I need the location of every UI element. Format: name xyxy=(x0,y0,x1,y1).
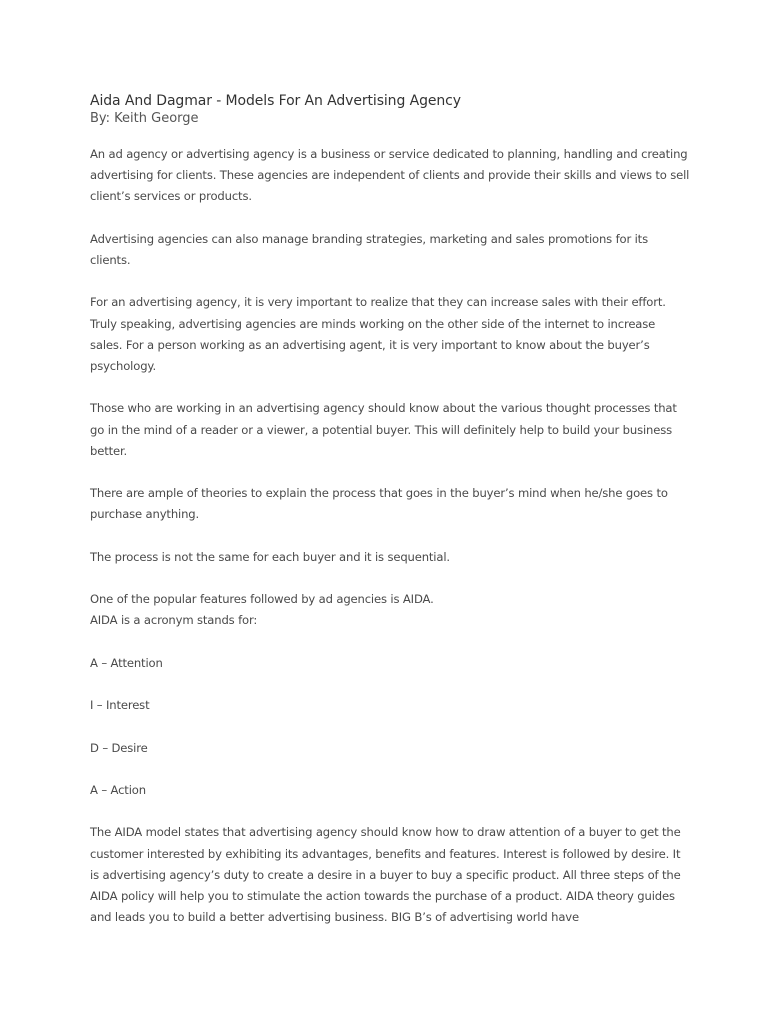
article-byline: By: Keith George xyxy=(90,111,199,126)
paragraph: The process is not the same for each buyer and it is sequential. xyxy=(90,549,450,564)
paragraph: There are ample of theories to explain the process that goes in the buyer’s mind when he/she goes to purchase anything. xyxy=(90,486,668,522)
paragraph: AIDA is a acronym stands for: xyxy=(90,613,258,628)
aida-item-interest: I – Interest xyxy=(90,698,150,713)
article xyxy=(90,92,690,950)
paragraph: The AIDA model states that advertising agency should know how to draw attention of a buyer to get the customer interested by exhibiting its advantages, benefits and features. Interest is followed by desire. It is advertising agency’s duty to create a desire in a buyer to buy a specific product. All three steps of the AIDA policy will help you to stimulate the action towards the purchase of a product. AIDA theory guides and leads you to build a better advertising business. BIG B’s of advertising world have xyxy=(90,825,681,925)
paragraph: For an advertising agency, it is very important to realize that they can increase sales with their effort. Truly speaking, advertising agencies are minds working on the other side of the internet to increase sales. For a person working as an advertising agent, it is very important to know about the buyer’s psychology. xyxy=(90,295,666,373)
paragraph: An ad agency or advertising agency is a business or service dedicated to planning, handling and creating advertising for clients. These agencies are independent of clients and provide their skills and views to sell client’s services or products. xyxy=(90,147,690,204)
aida-item-action: A – Action xyxy=(90,782,146,797)
article-title: Aida And Dagmar - Models For An Advertising Agency xyxy=(90,93,461,109)
aida-item-desire: D – Desire xyxy=(90,740,148,755)
paragraph: One of the popular features followed by ad agencies is AIDA. xyxy=(90,592,434,607)
aida-item-attention: A – Attention xyxy=(90,655,163,670)
paragraph: Those who are working in an advertising agency should know about the various thought processes that go in the mind of a reader or a viewer, a potential buyer. This will definitely help to build your business better. xyxy=(90,401,677,458)
paragraph: Advertising agencies can also manage branding strategies, marketing and sales promotions for its clients. xyxy=(90,231,648,267)
